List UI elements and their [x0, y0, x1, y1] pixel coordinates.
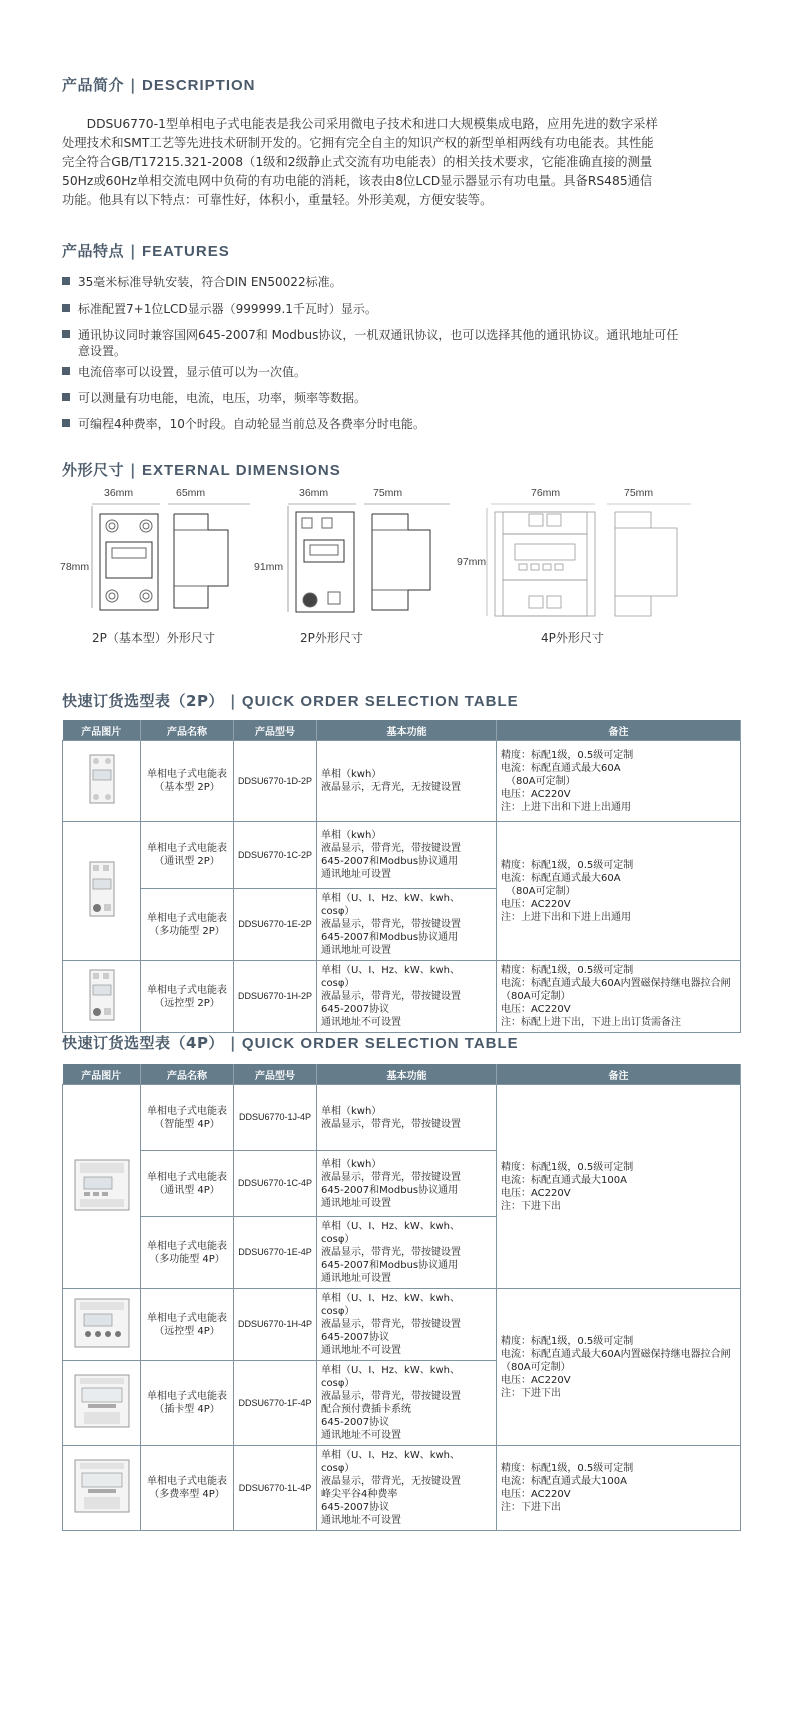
table-4p-title-sep: |: [229, 1034, 236, 1052]
header-image: 产品图片: [63, 1064, 141, 1085]
product-function-text: 单相（U、I、Hz、kW、kwh、cosφ） 液晶显示，带背光，带按键设置 645-2007和Modbus协议通用 通讯地址可设置: [321, 1221, 461, 1284]
header-model: 产品型号: [234, 1064, 317, 1085]
product-name: [141, 961, 234, 1033]
feature-item: [62, 364, 682, 380]
table-4p: [62, 1064, 741, 1531]
feature-item: [62, 327, 682, 359]
product-function-text: 单相（kwh） 液晶显示，带背光，带按键设置 645-2007和Modbus协议通用 通讯地址可设置: [321, 1158, 461, 1209]
feature-text: 通讯协议同时兼容国网645-2007和 Modbus协议，一机双通讯协议，也可以选择其他的通讯协议。通讯地址可任意设置。: [78, 328, 679, 358]
table-row: [63, 822, 741, 889]
product-name-text: 单相电子式电能表 （智能型 4P）: [147, 1105, 227, 1130]
product-function: [317, 889, 497, 961]
fig2-depth-label: 75mm: [373, 487, 403, 499]
fig2-width-label: 36mm: [299, 487, 329, 499]
bullet-square-icon: [62, 393, 70, 401]
table-2p-title-sep: |: [229, 692, 236, 710]
product-function-text: 单相（kwh） 液晶显示，带背光，带按键设置 645-2007和Modbus协议通用 通讯地址可设置: [321, 830, 461, 880]
product-name: [141, 1217, 234, 1289]
product-function: [317, 1151, 497, 1217]
header-model: 产品型号: [234, 720, 317, 741]
product-image-cell: [63, 1446, 141, 1531]
product-name: [141, 889, 234, 961]
product-name: [141, 1085, 234, 1151]
features-title-cn: 产品特点: [62, 242, 125, 260]
dimensions-title-sep: |: [130, 461, 136, 479]
table-2p-title-en: QUICK ORDER SELECTION TABLE: [241, 693, 519, 710]
table-4p-heading: [62, 1032, 519, 1053]
table-row: [63, 1289, 741, 1361]
header-note: 备注: [497, 1064, 741, 1085]
header-function: 基本功能: [317, 720, 497, 741]
meter-4p-card-image: [74, 1374, 130, 1428]
product-note-text: 精度：标配1级，0.5级可定制 电流：标配直通式最大100A 电压：AC220V 注：下进下出: [501, 1463, 634, 1513]
fig3-height-label: 97mm: [457, 556, 487, 568]
product-image-cell: [63, 822, 141, 961]
product-model: DDSU6770-1E-4P: [234, 1217, 317, 1289]
fig1-caption: 2P（基本型）外形尺寸: [92, 631, 215, 645]
meter-2p-remote-image: [89, 969, 115, 1021]
product-image-cell: [63, 1361, 141, 1446]
features-title-en: FEATURES: [142, 243, 230, 260]
header-image: 产品图片: [63, 720, 141, 741]
product-function-text: 单相（kwh） 液晶显示，带背光，带按键设置: [321, 1105, 461, 1130]
product-function-text: 单相（U、I、Hz、kW、kwh、cosφ） 液晶显示，带背光，无按键设置 峰尖平谷4种费率 645-2007协议 通讯地址不可设置: [321, 1450, 461, 1526]
feature-item: [62, 274, 682, 290]
fig1-height-label: 78mm: [60, 561, 90, 573]
bullet-square-icon: [62, 419, 70, 427]
meter-2p-comm-image: [89, 861, 115, 917]
header-note: 备注: [497, 720, 741, 741]
table-4p-header-row: [63, 1064, 741, 1085]
product-function: [317, 1217, 497, 1289]
fig2-height-label: 91mm: [254, 561, 284, 573]
feature-text: 35毫米标准导轨安装，符合DIN EN50022标准。: [78, 275, 342, 289]
product-image-cell: [63, 741, 141, 822]
product-function: [317, 741, 497, 822]
product-note: [497, 961, 741, 1033]
fig1-width-label: 36mm: [104, 487, 134, 499]
feature-text: 可编程4种费率，10个时段。自动轮显当前总及各费率分时电能。: [78, 417, 425, 431]
product-function-text: 单相（kwh） 液晶显示，无背光，无按键设置: [321, 769, 461, 793]
dimensions-heading: [62, 459, 341, 480]
bullet-square-icon: [62, 330, 70, 338]
product-function: [317, 1085, 497, 1151]
features-heading: [62, 240, 230, 261]
product-name: [141, 741, 234, 822]
header-name: 产品名称: [141, 720, 234, 741]
product-model: DDSU6770-1L-4P: [234, 1446, 317, 1531]
fig1-drawing: [88, 500, 258, 612]
table-2p-header-row: [63, 720, 741, 741]
fig2-caption: 2P外形尺寸: [300, 631, 363, 645]
product-function: [317, 822, 497, 889]
product-name: [141, 1151, 234, 1217]
fig3-depth-label: 75mm: [624, 487, 654, 499]
product-model: DDSU6770-1J-4P: [234, 1085, 317, 1151]
product-image-cell: [63, 1289, 141, 1361]
feature-text: 电流倍率可以设置，显示值可以为一次值。: [78, 365, 307, 379]
product-note-text: 精度：标配1级，0.5级可定制 电流：标配直通式最大60A内置磁保持继电器拉合闸（80A可定制） 电压：AC220V 注：标配上进下出，下进上出订货需备注: [501, 965, 731, 1028]
product-note-text: 精度：标配1级，0.5级可定制 电流：标配直通式最大100A 电压：AC220V 注：下进下出: [501, 1161, 634, 1212]
product-function: [317, 1289, 497, 1361]
product-model: DDSU6770-1F-4P: [234, 1361, 317, 1446]
product-name: [141, 1446, 234, 1531]
product-model: DDSU6770-1H-2P: [234, 961, 317, 1033]
bullet-square-icon: [62, 304, 70, 312]
feature-text: 标准配置7+1位LCD显示器（999999.1千瓦时）显示。: [78, 302, 377, 316]
bullet-square-icon: [62, 367, 70, 375]
feature-item: [62, 416, 682, 432]
table-2p: [62, 720, 741, 1033]
table-4p-title-cn: 快速订货选型表（4P）: [62, 1034, 224, 1052]
meter-4p-smart-image: [74, 1159, 130, 1211]
table-4p-title-en: QUICK ORDER SELECTION TABLE: [241, 1035, 519, 1052]
product-model: DDSU6770-1C-2P: [234, 822, 317, 889]
features-title-sep: |: [130, 242, 136, 260]
product-name-text: 单相电子式电能表 （通讯型 2P）: [147, 843, 227, 867]
product-name-text: 单相电子式电能表 （多费率型 4P）: [147, 1476, 227, 1500]
product-model: DDSU6770-1E-2P: [234, 889, 317, 961]
product-note-text: 精度：标配1级，0.5级可定制 电流：标配直通式最大60A （80A可定制） 电压：AC220V 注：上进下出和下进上出通用: [501, 749, 634, 813]
product-note: [497, 822, 741, 961]
product-name-text: 单相电子式电能表 （多功能型 2P）: [147, 912, 227, 937]
product-name: [141, 822, 234, 889]
fig3-drawing: [485, 500, 700, 620]
meter-2p-basic-image: [89, 754, 115, 804]
product-name-text: 单相电子式电能表 （通讯型 4P）: [147, 1171, 227, 1196]
fig3-caption: 4P外形尺寸: [541, 631, 604, 645]
product-model: DDSU6770-1C-4P: [234, 1151, 317, 1217]
fig3-width-label: 76mm: [531, 487, 561, 499]
feature-item: [62, 301, 682, 317]
description-title-en: DESCRIPTION: [142, 77, 256, 94]
meter-4p-multirate-image: [74, 1459, 130, 1513]
header-function: 基本功能: [317, 1064, 497, 1085]
fig2-drawing: [284, 500, 459, 615]
product-name-text: 单相电子式电能表 （插卡型 4P）: [147, 1391, 227, 1415]
feature-text: 可以测量有功电能，电流，电压，功率，频率等数据。: [78, 391, 367, 405]
table-2p-heading: [62, 690, 519, 711]
product-function: [317, 961, 497, 1033]
product-image-cell: [63, 961, 141, 1033]
fig1-depth-label: 65mm: [176, 487, 206, 499]
table-row: [63, 961, 741, 1033]
product-name-text: 单相电子式电能表 （多功能型 4P）: [147, 1240, 227, 1265]
product-note: [497, 1085, 741, 1289]
product-name-text: 单相电子式电能表 （远控型 4P）: [147, 1312, 227, 1337]
meter-4p-remote-image: [74, 1298, 130, 1348]
description-title-cn: 产品简介: [62, 76, 125, 94]
product-image-cell: [63, 1085, 141, 1289]
product-note: [497, 1289, 741, 1446]
product-note-text: 精度：标配1级，0.5级可定制 电流：标配直通式最大60A内置磁保持继电器拉合闸（80A可定制） 电压：AC220V 注：下进下出: [501, 1335, 731, 1399]
description-text: DDSU6770-1型单相电子式电能表是我公司采用微电子技术和进口大规模集成电路，应用先进的数字采样处理技术和SMT工艺等先进技术研制开发的。它拥有完全自主的知识产权的新型单相两线有功电能表。其性能完全符合GB/T17215.321-2008（1级和2级静止式交流有功电能表）的相关技术要求，它能准确直接的测量50Hz或60Hz单相交流电网中负荷的有功电能的消耗，该表由8位LCD显示器显示有功电量。具备RS485通信功能。他具有以下特点：可靠性好，体积小，重量轻。外形美观，方便安装等。: [62, 117, 658, 207]
feature-item: [62, 390, 682, 406]
table-2p-title-cn: 快速订货选型表（2P）: [62, 692, 224, 710]
product-note: [497, 741, 741, 822]
table-row: [63, 741, 741, 822]
product-function: [317, 1446, 497, 1531]
product-note-text: 精度：标配1级，0.5级可定制 电流：标配直通式最大60A （80A可定制） 电压：AC220V 注：上进下出和下进上出通用: [501, 859, 634, 923]
product-model: DDSU6770-1H-4P: [234, 1289, 317, 1361]
product-name: [141, 1361, 234, 1446]
product-function: [317, 1361, 497, 1446]
description-heading: [62, 74, 256, 95]
product-function-text: 单相（U、I、Hz、kW、kwh、cosφ） 液晶显示，带背光，带按键设置 645-2007协议 通讯地址不可设置: [321, 1293, 461, 1356]
description-title-sep: |: [130, 76, 136, 94]
product-model: DDSU6770-1D-2P: [234, 741, 317, 822]
product-function-text: 单相（U、I、Hz、kW、kwh、cosφ） 液晶显示，带背光，带按键设置 645-2007和Modbus协议通用 通讯地址可设置: [321, 893, 461, 956]
product-name: [141, 1289, 234, 1361]
header-name: 产品名称: [141, 1064, 234, 1085]
bullet-square-icon: [62, 277, 70, 285]
product-note: [497, 1446, 741, 1531]
product-name-text: 单相电子式电能表 （基本型 2P）: [147, 769, 227, 793]
table-row: [63, 1446, 741, 1531]
product-function-text: 单相（U、I、Hz、kW、kwh、cosφ） 液晶显示，带背光，带按键设置 配合预付费插卡系统 645-2007协议 通讯地址不可设置: [321, 1365, 461, 1441]
table-row: [63, 1085, 741, 1151]
product-name-text: 单相电子式电能表 （远控型 2P）: [147, 984, 227, 1009]
dimensions-title-cn: 外形尺寸: [62, 461, 125, 479]
product-function-text: 单相（U、I、Hz、kW、kwh、cosφ） 液晶显示，带背光，带按键设置 645-2007协议 通讯地址不可设置: [321, 965, 461, 1028]
dimensions-title-en: EXTERNAL DIMENSIONS: [142, 462, 341, 479]
